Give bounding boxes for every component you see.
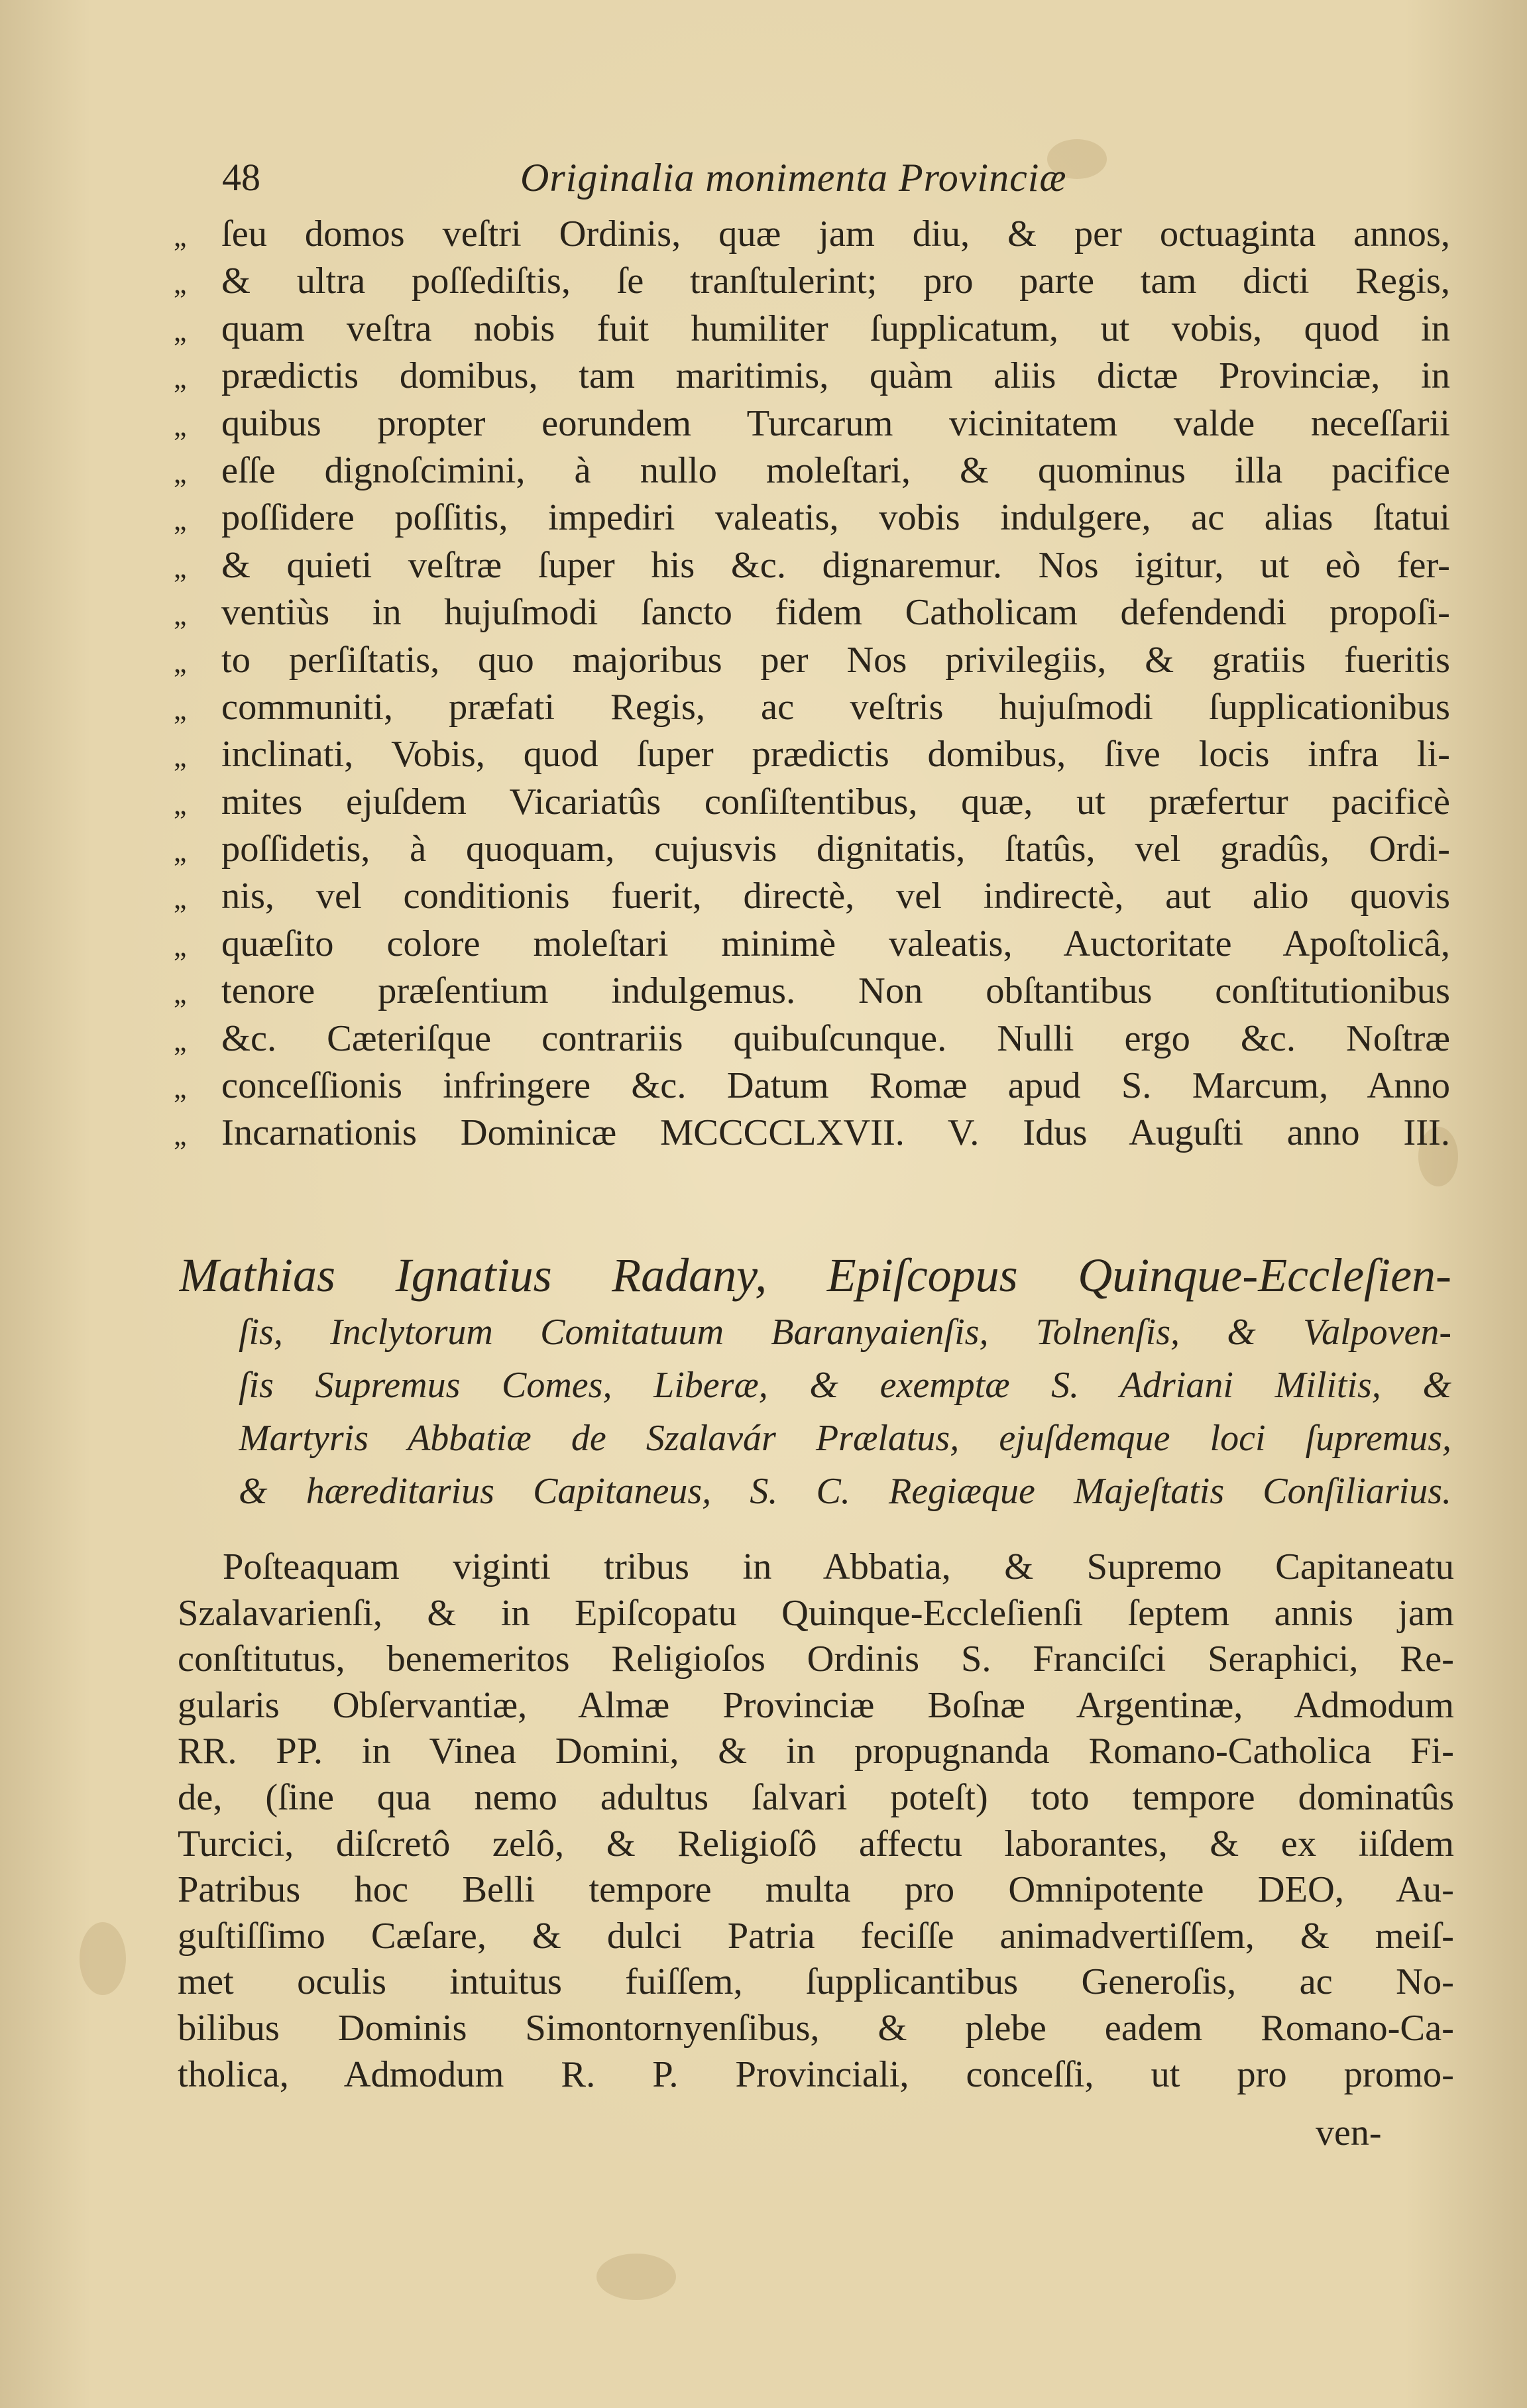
text-line: Szalavarienſi, & in Epiſcopatu Quinque-Eccleſienſi ſeptem annis jam [178,1592,1454,1634]
page-header [222,151,1239,204]
text-line [174,637,1459,684]
quote-mark: „ [174,504,187,537]
heading-line: Mathias Ignatius Radany, Epiſcopus Quinque-Eccleſien- [179,1249,1451,1302]
text-line [174,211,1459,258]
body-paragraph [178,1544,1454,2098]
quote-mark: „ [174,314,187,347]
quote-mark: „ [174,220,187,253]
line-text: communiti, præfati Regis, ac veſtris hujuſmodi ſupplicationibus [221,686,1450,728]
line-text: &c. Cæteriſque contrariis quibuſcunque. Nulli ergo &c. Noſtræ [221,1017,1450,1059]
line-text: to perſiſtatis, quo majoribus per Nos privilegiis, & gratiis fueritis [221,639,1450,681]
text-line [174,447,1459,494]
line-text: poſſidetis, à quoquam, cujusvis dignitatis, ſtatûs, vel gradûs, Ordi- [221,829,1450,870]
heading-line: ſis Supremus Comes, Liberæ, & exemptæ S. Adriani Militis, & [239,1365,1451,1406]
text-line: Patribus hoc Belli tempore multa pro Omnipotente DEO, Au- [178,1869,1454,1911]
line-text: ventiùs in hujuſmodi ſancto fidem Catholicam defendendi propoſi- [221,592,1450,634]
line-text: Incarnationis Dominicæ MCCCCLXVII. V. Idus Auguſti anno III. [221,1112,1450,1154]
line-text: poſſidere poſſitis, impediri valeatis, vobis indulgere, ac alias ſtatui [221,497,1450,539]
line-text: mites ejuſdem Vicariatûs conſiſtentibus, quæ, ut præfertur pacificè [221,781,1450,823]
line-text: eſſe dignoſcimini, à nullo moleſtari, & quominus illa pacifice [221,449,1450,491]
quote-mark: „ [174,1119,187,1152]
quote-mark: „ [174,646,187,679]
text-line: conſtitutus, benemeritos Religioſos Ordinis S. Franciſci Seraphici, Re- [178,1638,1454,1680]
catchword: ven- [1316,2112,1382,2153]
quote-mark: „ [174,929,187,962]
text-line [174,400,1459,447]
quote-mark: „ [174,599,187,632]
line-text: & ultra poſſediſtis, ſe tranſtulerint; pro parte tam dicti Regis, [221,260,1450,302]
text-line [174,921,1459,968]
quote-mark: „ [174,456,187,489]
text-line [174,353,1459,400]
paper-stain [80,1922,126,1995]
text-line [174,306,1459,353]
text-line [174,968,1459,1015]
text-line [174,684,1459,731]
line-text: quam veſtra nobis fuit humiliter ſupplicatum, ut vobis, quod in [221,308,1450,349]
text-line [174,258,1459,305]
running-title: Originalia monimenta Provinciæ [520,156,1067,200]
text-line: de, (ſine qua nemo adultus ſalvari poteſt) toto tempore dominatûs [178,1776,1454,1818]
line-text: ſeu domos veſtri Ordinis, quæ jam diu, & per octuaginta annos, [221,213,1450,255]
text-line [174,873,1459,920]
quoted-bull-text [174,211,1459,1157]
quote-mark: „ [174,409,187,442]
text-line: RR. PP. in Vinea Domini, & in propugnanda Romano-Catholica Fi- [178,1731,1454,1772]
text-line: guſtiſſimo Cæſare, & dulci Patria feciſſe animadvertiſſem, & meiſ- [178,1915,1454,1957]
line-text: inclinati, Vobis, quod ſuper prædictis domibus, ſive locis infra li- [221,734,1450,775]
quote-mark: „ [174,740,187,774]
text-line: gularis Obſervantiæ, Almæ Provinciæ Boſnæ Argentinæ, Admodum [178,1684,1454,1726]
heading-line: & hæreditarius Capitaneus, S. C. Regiæque Majeſtatis Conſiliarius. [239,1471,1451,1512]
text-line: tholica, Admodum R. P. Provinciali, conceſſi, ut pro promo- [178,2053,1454,2095]
line-text: prædictis domibus, tam maritimis, quàm aliis dictæ Provinciæ, in [221,355,1450,397]
line-text: conceſſionis infringere &c. Datum Romæ apud S. Marcum, Anno [221,1065,1450,1107]
heading-line: Martyris Abbatiæ de Szalavár Prælatus, ejuſdemque loci ſupremus, [239,1418,1451,1459]
page-number: 48 [222,156,260,199]
text-line [174,826,1459,873]
text-line [174,731,1459,778]
quote-mark: „ [174,693,187,726]
text-line: met oculis intuitus fuiſſem, ſupplicantibus Generoſis, ac No- [178,1961,1454,2003]
paper-stain [596,2254,676,2300]
text-line: bilibus Dominis Simontornyenſibus, & plebe eadem Romano-Ca- [178,2007,1454,2049]
quote-mark: „ [174,977,187,1010]
quote-mark: „ [174,1072,187,1105]
line-text: quibus propter eorundem Turcarum vicinitatem valde neceſſarii [221,402,1450,444]
text-line [174,542,1459,589]
quote-mark: „ [174,835,187,868]
text-line [174,494,1459,542]
text-line: Poſteaquam viginti tribus in Abbatia, & Supremo Capitaneatu [223,1546,1454,1587]
line-text: & quieti veſtræ ſuper his &c. dignaremur. Nos igitur, ut eò fer- [221,544,1450,586]
quote-mark: „ [174,882,187,915]
text-line [174,1062,1459,1110]
quote-mark: „ [174,267,187,300]
text-line [174,779,1459,826]
line-text: tenore præſentium indulgemus. Non obſtantibus conſtitutionibus [221,970,1450,1012]
line-text: nis, vel conditionis fuerit, directè, vel indirectè, aut alio quovis [221,876,1450,917]
text-line [174,1110,1459,1157]
quote-mark: „ [174,362,187,395]
text-line: Turcici, diſcretô zelô, & Religioſô affectu laborantes, & ex iiſdem [178,1823,1454,1864]
heading-line: ſis, Inclytorum Comitatuum Baranyaienſis, Tolnenſis, & Valpoven- [239,1312,1451,1353]
quote-mark: „ [174,1024,187,1057]
text-line [174,1015,1459,1062]
quote-mark: „ [174,787,187,821]
text-line [174,589,1459,636]
section-heading [179,1245,1451,1518]
quote-mark: „ [174,551,187,584]
line-text: quæſito colore moleſtari minimè valeatis, Auctoritate Apoſtolicâ, [221,923,1450,964]
